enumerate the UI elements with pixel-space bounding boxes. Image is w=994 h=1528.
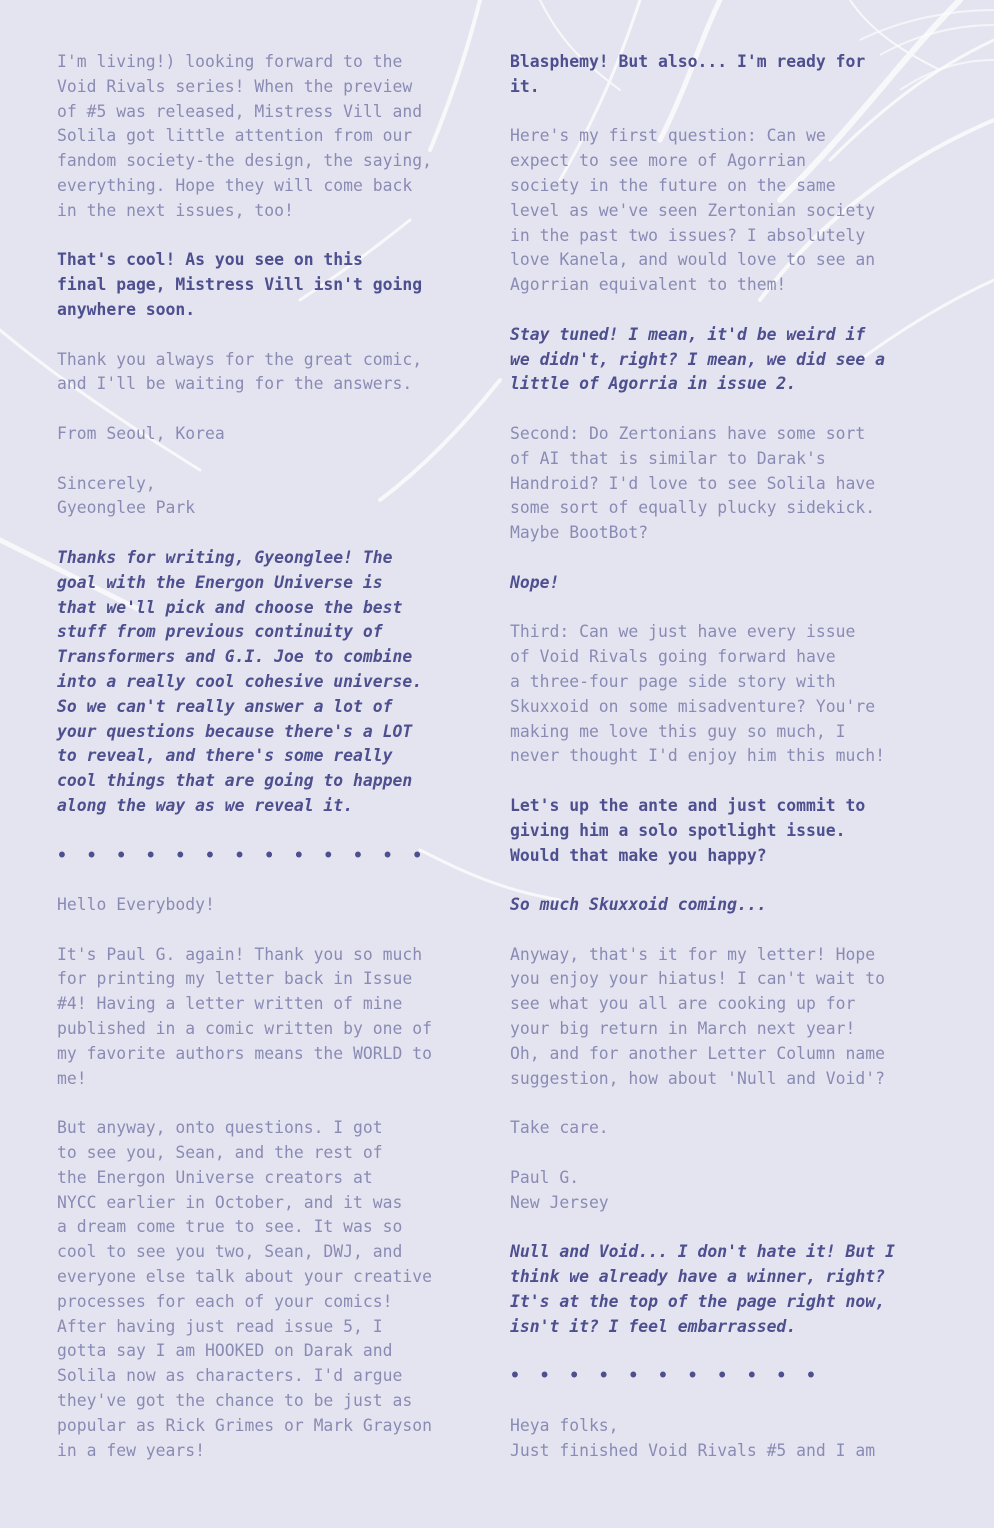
letter-paragraph: Here's my first question: Can we expect to see more of Agorrian society in the future on the same level as we've seen Zertonian society in the past two issues? I absolutely love Kanela, and would love to see an Agorrian equivalent to them! [510, 126, 876, 295]
editor-reply: Blasphemy! But also... I'm ready for it. [510, 52, 866, 96]
editor-reply: So much Skuxxoid coming... [510, 895, 767, 915]
left-column [57, 50, 497, 1488]
section-divider-dots: • • • • • • • • • • • [510, 1366, 816, 1386]
editor-reply: Stay tuned! I mean, it'd be weird if we didn't, right? I mean, we did see a little of Agorria in issue 2. [510, 324, 885, 394]
editor-reply: That's cool! As you see on this final page, Mistress Vill isn't going anywhere soon. [57, 250, 423, 319]
section-divider-dots: • • • • • • • • • • • • • [57, 845, 423, 865]
letter-paragraph: But anyway, onto questions. I got to see you, Sean, and the rest of the Energon Universe creators at NYCC earlier in October, and it was a dream come true to see. It was so cool to see you two, Sean, DWJ, and everyone else talk about your creative processes for each of your comics! After having just read issue 5, I gotta say I am HOOKED on Darak and Solila now as characters. I'd argue they've got the chance to be just as popular as Rick Grimes or Mark Grayson in a few years! [57, 1118, 432, 1460]
letter-location: From Seoul, Korea [57, 423, 225, 443]
letter-greeting: Hello Everybody! [57, 895, 215, 915]
letter-paragraph: Heya folks, Just finished Void Rivals #5 and I am [510, 1415, 876, 1460]
letter-paragraph: Thank you always for the great comic, and I'll be waiting for the answers. [57, 349, 423, 394]
editor-reply: Let's up the ante and just commit to giving him a solo spotlight issue. Would that make you happy? [510, 795, 866, 865]
editor-reply: Null and Void... I don't hate it! But I think we already have a winner, right? It's at the top of the page right now, isn't it? I feel embarrassed. [510, 1242, 895, 1336]
letter-paragraph: Second: Do Zertonians have some sort of AI that is similar to Darak's Handroid? I'd love to see Solila have some sort of equally plucky sidekick. Maybe BootBot? [510, 423, 876, 543]
right-column [510, 50, 950, 1488]
letter-signature: Paul G. New Jersey [510, 1167, 609, 1212]
letter-signoff: Sincerely, Gyeonglee Park [57, 473, 196, 518]
letter-paragraph: Third: Can we just have every issue of Void Rivals going forward have a three-four page side story with Skuxxoid on some misadventure? You're making me love this guy so much, I never thought I'd enjoy him this much! [510, 622, 885, 766]
editor-reply: Nope! [510, 572, 560, 592]
editor-reply: Thanks for writing, Gyeonglee! The goal with the Energon Universe is that we'll pick and choose the best stuff from previous continuity of Transformers and G.I. Joe to combine into a really cool cohesive universe. So we can't really answer a lot of your questions because there's a LOT to reveal, and there's some really cool things that are going to happen along the way as we reveal it. [57, 547, 423, 815]
letter-signoff: Take care. [510, 1118, 609, 1138]
letter-paragraph: It's Paul G. again! Thank you so much for printing my letter back in Issue #4! Having a letter written of mine published in a comic written by one of my favorite authors means the WORLD to me! [57, 944, 432, 1088]
letter-paragraph: Anyway, that's it for my letter! Hope you enjoy your hiatus! I can't wait to see what you all are cooking up for your big return in March next year! Oh, and for another Letter Column name suggestion, how about 'Null and Void'? [510, 944, 885, 1088]
letter-paragraph: I'm living!) looking forward to the Void Rivals series! When the preview of #5 was released, Mistress Vill and Solila got little attention from our fandom society-the design, the saying, everything. Hope they will come back in the next issues, too! [57, 52, 432, 220]
